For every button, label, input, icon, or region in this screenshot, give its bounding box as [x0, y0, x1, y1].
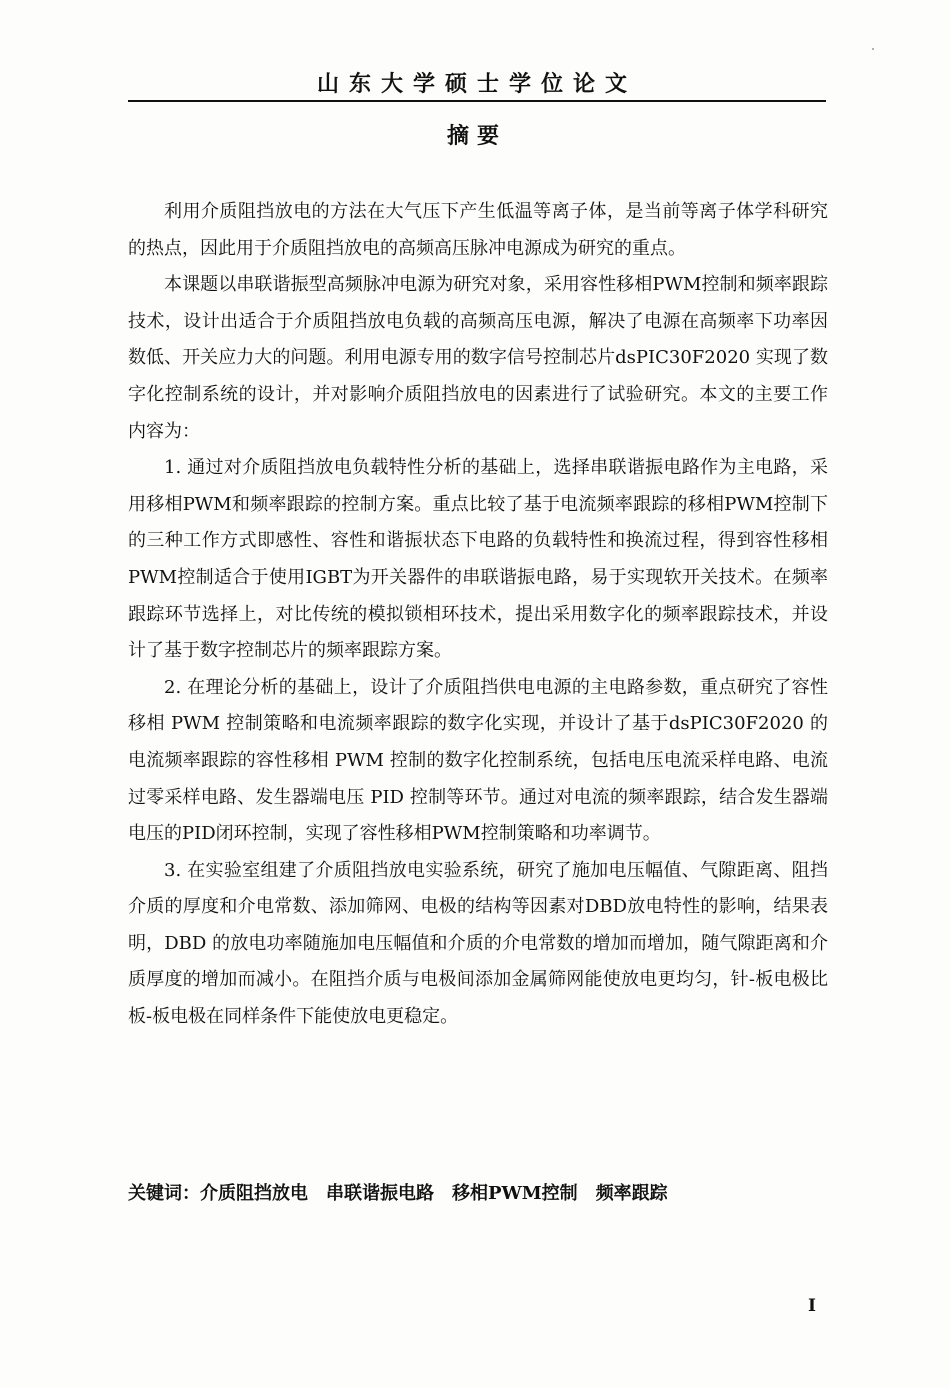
- abstract-paragraph: 利用介质阻挡放电的方法在大气压下产生低温等离子体，是当前等离子体学科研究的热点，因此用于介质阻挡放电的高频高压脉冲电源成为研究的重点。: [128, 201, 828, 259]
- keyword: 移相PWM控制: [452, 1183, 578, 1204]
- keywords-line: [128, 1176, 828, 1212]
- running-header: 山东大学硕士学位论文: [316, 71, 637, 97]
- keyword: 介质阻挡放电: [200, 1183, 308, 1204]
- abstract-paragraph: 3. 在实验室组建了介质阻挡放电实验系统，研究了施加电压幅值、气隙距离、阻挡介质的厚度和介电常数、添加筛网、电极的结构等因素对DBD放电特性的影响，结果表明，DBD 的放电功率随施加电压幅值和介质的介电常数的增加而增加，随气隙距离和介质厚度的增加而减小。在阻挡介质与电极间添加金属筛网能使放电更均匀，针-板电极比板-板电极在同样条件下能使放电更稳定。: [128, 859, 828, 1028]
- abstract-heading: 摘要: [446, 123, 507, 149]
- abstract-body: [128, 194, 828, 1036]
- keyword: 频率跟踪: [595, 1183, 668, 1204]
- header-rule: [128, 100, 826, 102]
- keyword: 串联谐振电路: [326, 1183, 434, 1204]
- scan-artifact: [872, 48, 874, 50]
- abstract-paragraph: 2. 在理论分析的基础上，设计了介质阻挡供电电源的主电路参数，重点研究了容性移相 PWM 控制策略和电流频率跟踪的数字化实现，并设计了基于dsPIC30F2020 的电流频率跟踪的容性移相 PWM 控制的数字化控制系统，包括电压电流采样电路、电流过零采样电路、发生器端电压 PID 控制等环节。通过对电流的频率跟踪，结合发生器端电压的PID闭环控制，实现了容性移相PWM控制策略和功率调节。: [128, 676, 828, 845]
- keywords-label: 关键词：: [128, 1183, 200, 1204]
- abstract-paragraph: 本课题以串联谐振型高频脉冲电源为研究对象，采用容性移相PWM控制和频率跟踪技术，设计出适合于介质阻挡放电负载的高频高压电源，解决了电源在高频率下功率因数低、开关应力大的问题。利用电源专用的数字信号控制芯片dsPIC30F2020 实现了数字化控制系统的设计，并对影响介质阻挡放电的因素进行了试验研究。本文的主要工作内容为：: [128, 274, 828, 442]
- abstract-paragraph: 1. 通过对介质阻挡放电负载特性分析的基础上，选择串联谐振电路作为主电路，采用移相PWM和频率跟踪的控制方案。重点比较了基于电流频率跟踪的移相PWM控制下的三种工作方式即感性、容性和谐振状态下电路的负载特性和换流过程，得到容性移相PWM控制适合于使用IGBT为开关器件的串联谐振电路，易于实现软开关技术。在频率跟踪环节选择上，对比传统的模拟锁相环技术，提出采用数字化的频率跟踪技术，并设计了基于数字控制芯片的频率跟踪方案。: [128, 457, 828, 662]
- page-number: I: [808, 1296, 816, 1316]
